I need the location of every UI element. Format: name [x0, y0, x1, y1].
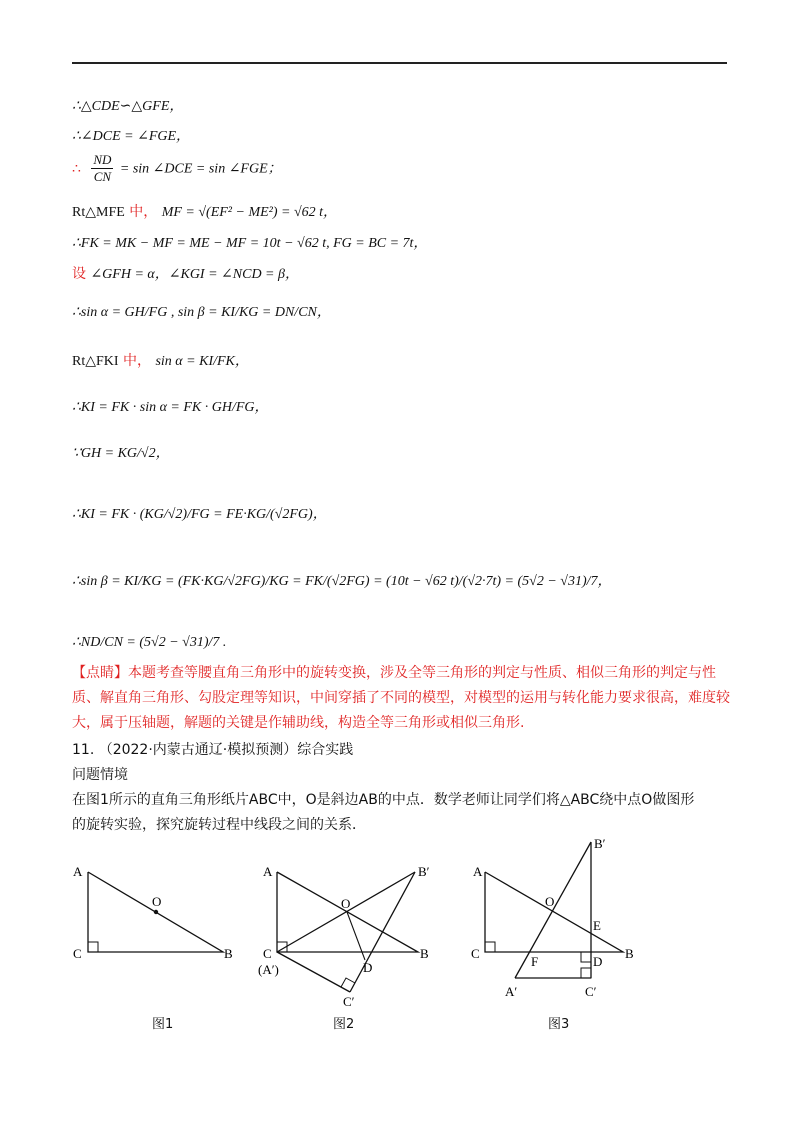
proof-line-1 [72, 97, 183, 116]
figure-1 [68, 860, 238, 970]
fig1-label-o: O [152, 894, 162, 909]
proof-line-6 [72, 265, 299, 284]
line-8-zhong: 中， [123, 353, 152, 369]
fig3-label-cp: C′ [585, 984, 597, 999]
fig3-label-bp: B′ [594, 836, 606, 851]
line-6-she: 设 [72, 266, 86, 282]
fig1-label-a: A [73, 864, 83, 879]
therefore-symbol: ∴ [72, 160, 81, 177]
proof-line-4 [72, 203, 337, 222]
fig2-label-d: D [363, 960, 373, 975]
line-6-text: ∠GFH = α，∠KGI = ∠NCD = β， [90, 267, 299, 282]
comment-block: 【点睛】本题考查等腰直角三角形中的旋转变换，涉及全等三角形的判定与性质、相似三角形的判定与性质、解直角三角形、勾股定理等知识，中间穿插了不同的模型，对模型的运用与转化能力要求很高，难度较大，属于压轴题，解题的关键是作辅助线，构造全等三角形或相似三角形. [72, 665, 730, 731]
proof-line-5 [72, 234, 427, 253]
proof-line-9 [72, 398, 269, 417]
line-12-text: ∴sin β = KI/KG = (FK·KG/√2FG)/KG = FK/(√2FG) = (10t − √62 t)/(√2·7t) = (5√2 − √31)/7， [72, 574, 612, 589]
fig3-label-o: O [545, 894, 555, 909]
line-4-zhong: 中， [129, 204, 158, 220]
fig1-label-b: B [224, 946, 233, 961]
proof-line-13 [72, 633, 226, 652]
fig3-label-d: D [593, 954, 603, 969]
fig3-label-b: B [625, 946, 634, 961]
line-5-text: ∴FK = MK − MF = ME − MF = 10t − √62 t, FG = BC = 7t， [72, 236, 428, 251]
frac-numerator: ND [93, 152, 112, 167]
line-1-text: ∴△CDE∽△GFE， [72, 99, 184, 114]
problem-body-2: 的旋转实验，探究旋转过程中线段之间的关系． [72, 817, 366, 833]
fig3-label-f: F [531, 954, 539, 969]
line-2-text: ∴∠DCE = ∠FGE， [72, 129, 191, 144]
fig2-label-a: A [263, 864, 273, 879]
figure-3-caption: 图3 [548, 1017, 570, 1032]
line-13-text: ∴ND/CN = (5√2 − √31)/7 . [72, 635, 227, 650]
line-3-text: = sin ∠DCE = sin ∠FGE； [119, 161, 282, 177]
proof-line-10 [72, 444, 170, 463]
fig2-label-c: C [263, 946, 272, 961]
fig2-label-o: O [341, 896, 351, 911]
fig1-label-c: C [73, 946, 82, 961]
problem-subheader: 问题情境 [72, 767, 128, 783]
line-11-text: ∴KI = FK · (KG/√2)/FG = FE·KG/(√2FG)， [72, 507, 327, 522]
proof-line-2 [72, 127, 190, 146]
proof-line-3 [72, 152, 282, 185]
fraction-nd-cn [91, 152, 113, 185]
line-8-text: sin α = KI/FK， [155, 354, 249, 369]
line-4-text: MF = √(EF² − ME²) = √62 t， [161, 205, 338, 220]
line-8-prefix: Rt△FKI [72, 354, 119, 369]
figure-2-caption: 图2 [333, 1017, 355, 1032]
line-10-text: ∵GH = KG/√2， [72, 446, 170, 461]
figure-1-caption: 图1 [152, 1017, 174, 1032]
fig3-label-ap: A′ [505, 984, 518, 999]
fig2-label-b: B [420, 946, 429, 961]
header-rule [72, 62, 727, 64]
problem-header: 11. （2022·内蒙古通辽·模拟预测）综合实践 [72, 742, 354, 758]
line-4-prefix: Rt△MFE [72, 205, 125, 220]
figure-3 [465, 830, 645, 1010]
fig3-label-a: A [473, 864, 483, 879]
fig2-label-cp: C′ [343, 994, 355, 1009]
proof-line-8 [72, 352, 249, 371]
fig2-label-ap: (A′) [258, 962, 279, 977]
proof-line-12 [72, 572, 612, 591]
frac-denominator: CN [93, 169, 112, 184]
line-9-text: ∴KI = FK · sin α = FK · GH/FG， [72, 400, 269, 415]
proof-line-7 [72, 303, 331, 322]
line-7-text: ∴sin α = GH/FG , sin β = KI/KG = DN/CN， [72, 305, 331, 320]
proof-line-11 [72, 505, 327, 524]
fig2-label-bp: B′ [418, 864, 430, 879]
figure-2 [255, 860, 445, 1010]
fig3-label-e: E [593, 918, 601, 933]
fig3-label-c: C [471, 946, 480, 961]
problem-body-1: 在图1所示的直角三角形纸片ABC中，O是斜边AB的中点．数学老师让同学们将△ABC绕中点O做图形 [72, 792, 695, 808]
